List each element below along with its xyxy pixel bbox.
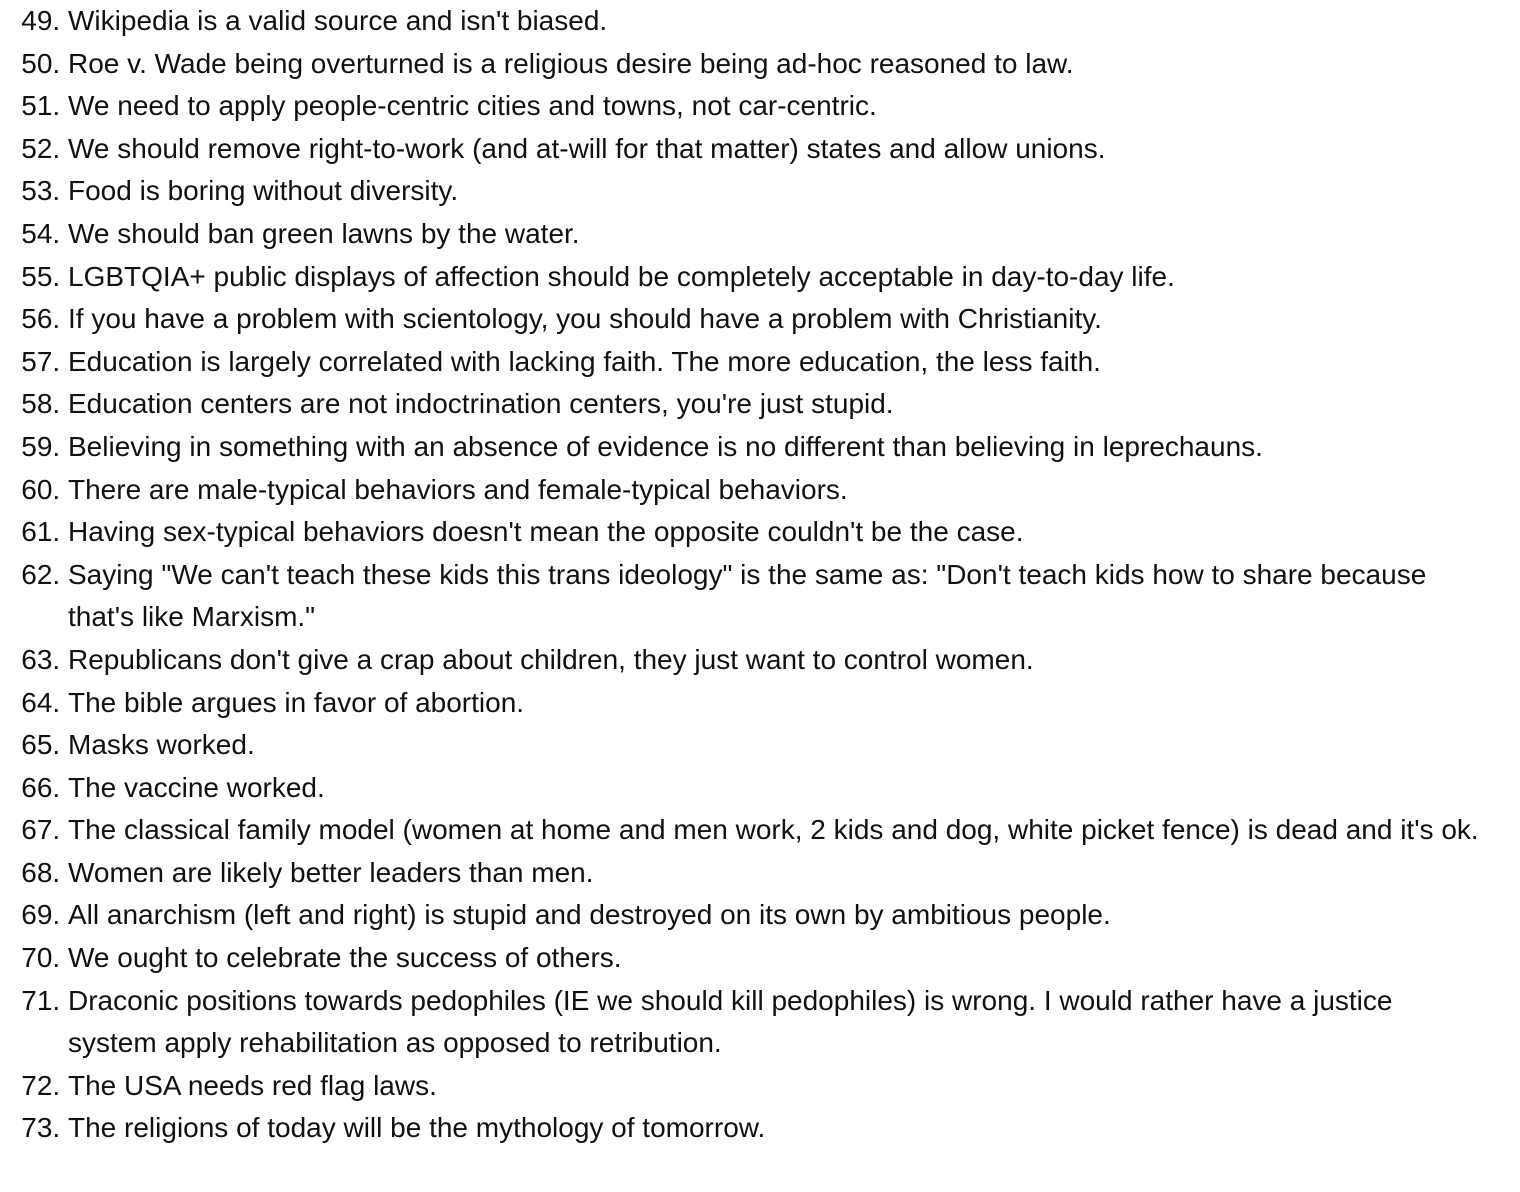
list-item-text: Having sex-typical behaviors doesn't mean the opposite couldn't be the case. [68, 516, 1024, 548]
list-item [0, 937, 1520, 980]
list-item-text: The classical family model (women at home and men work, 2 kids and dog, white picket fence) is dead and it's ok. [68, 814, 1479, 846]
list-item-text: Believing in something with an absence of evidence is no different than believing in leprechauns. [68, 430, 1263, 462]
list-item-text: We need to apply people-centric cities and towns, not car-centric. [68, 90, 877, 122]
list-item-text: The bible argues in favor of abortion. [68, 686, 525, 718]
list-item-number: 71. [21, 984, 61, 1016]
list-item-number: 55. [21, 260, 61, 292]
list-item-text: The religions of today will be the mythology of tomorrow. [68, 1112, 766, 1144]
list-item [0, 980, 1520, 1065]
list-item [0, 554, 1520, 639]
list-item-text: Wikipedia is a valid source and isn't biased. [68, 5, 608, 36]
list-item-number: 56. [21, 303, 61, 335]
list-item-number: 54. [21, 217, 61, 249]
list-item [0, 341, 1520, 384]
list-item [0, 511, 1520, 554]
list-item-number: 68. [21, 856, 61, 888]
list-item-text: There are male-typical behaviors and female-typical behaviors. [68, 473, 848, 505]
list-item [0, 894, 1520, 937]
list-item [0, 256, 1520, 299]
list-item-number: 63. [21, 643, 61, 675]
list-item-text: LGBTQIA+ public displays of affection should be completely acceptable in day-to-day life. [68, 260, 1175, 292]
list-item-text: We should ban green lawns by the water. [68, 217, 580, 249]
list-item [0, 724, 1520, 767]
list-item-number: 66. [21, 771, 61, 803]
list-item [0, 213, 1520, 256]
list-item-text: Food is boring without diversity. [68, 175, 459, 207]
list-item-number: 62. [21, 558, 61, 590]
list-item [0, 170, 1520, 213]
list-item-number: 73. [21, 1112, 61, 1144]
list-item-number: 50. [21, 47, 61, 79]
list-item [0, 852, 1520, 895]
list-item-text: Saying "We can't teach these kids this trans ideology" is the same as: "Don't teach kids how to share because that's like Marxism." [68, 558, 1427, 633]
list-item-number: 51. [21, 90, 61, 122]
list-item [0, 1107, 1520, 1150]
list-item-text: Draconic positions towards pedophiles (IE we should kill pedophiles) is wrong. I would rather have a justice system apply rehabilitation as opposed to retribution. [68, 984, 1393, 1059]
list-item [0, 639, 1520, 682]
list-item-text: We ought to celebrate the success of others. [68, 942, 622, 974]
list-item [0, 1065, 1520, 1108]
list-item [0, 682, 1520, 725]
list-item-text: Women are likely better leaders than men. [68, 856, 594, 888]
list-item-text: If you have a problem with scientology, you should have a problem with Christianity. [68, 303, 1102, 335]
list-item-number: 70. [21, 942, 61, 974]
list-item-number: 49. [21, 5, 61, 36]
list-item-text: We should remove right-to-work (and at-will for that matter) states and allow unions. [68, 132, 1106, 164]
list-item-number: 61. [21, 516, 61, 548]
list-item-number: 57. [21, 345, 61, 377]
list-item [0, 809, 1520, 852]
list-item-number: 52. [21, 132, 61, 164]
list-item-text: The USA needs red flag laws. [68, 1069, 437, 1101]
list-item-number: 64. [21, 686, 61, 718]
list-item-text: Republicans don't give a crap about children, they just want to control women. [68, 643, 1034, 675]
list-item-number: 65. [21, 729, 61, 761]
list-item-number: 69. [21, 899, 61, 931]
list-item-number: 58. [21, 388, 61, 420]
list-item-text: Roe v. Wade being overturned is a religious desire being ad-hoc reasoned to law. [68, 47, 1074, 79]
list-item-text: Education centers are not indoctrination centers, you're just stupid. [68, 388, 894, 420]
list-item [0, 383, 1520, 426]
list-item [0, 128, 1520, 171]
list-item-number: 72. [21, 1069, 61, 1101]
list-item [0, 767, 1520, 810]
list-item-number: 60. [21, 473, 61, 505]
list-item-number: 53. [21, 175, 61, 207]
list-item [0, 298, 1520, 341]
list-item [0, 0, 1520, 43]
list-item [0, 469, 1520, 512]
list-item [0, 85, 1520, 128]
list-item-text: All anarchism (left and right) is stupid and destroyed on its own by ambitious people. [68, 899, 1111, 931]
list-item [0, 43, 1520, 86]
list-item-text: Education is largely correlated with lacking faith. The more education, the less faith. [68, 345, 1101, 377]
list-item-text: The vaccine worked. [68, 771, 325, 803]
list-item [0, 426, 1520, 469]
list-item-number: 59. [21, 430, 61, 462]
list-item-text: Masks worked. [68, 729, 255, 761]
list-item-number: 67. [21, 814, 61, 846]
